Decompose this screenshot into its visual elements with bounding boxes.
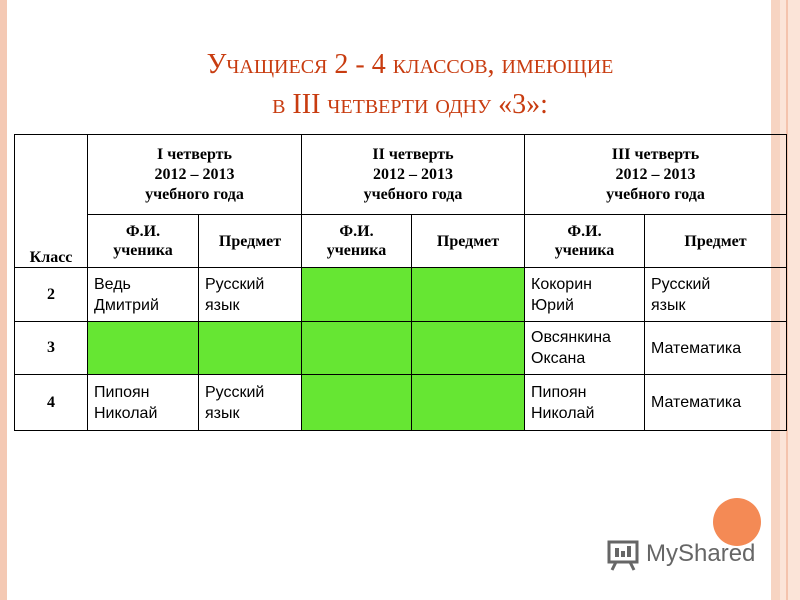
name-line: Ведь [94, 275, 131, 293]
name-line: Дмитрий [94, 296, 159, 314]
sub-name-l1: Ф.И. [125, 223, 161, 240]
subject: Математика [645, 322, 787, 375]
subject [199, 375, 302, 431]
table-row [15, 268, 787, 322]
empty-highlight-cell [199, 322, 302, 375]
subject-line: язык [651, 296, 686, 314]
empty-highlight-cell [302, 322, 412, 375]
table-row [15, 322, 787, 375]
subject-line: Русский [205, 383, 265, 401]
empty-highlight-cell [412, 322, 525, 375]
quarter-years: 2012 – 2013 [615, 165, 696, 183]
left-decor-stripe [0, 0, 7, 600]
subject-line: Русский [651, 275, 711, 293]
subject-line: язык [205, 296, 240, 314]
quarter-suffix: учебного года [145, 185, 244, 203]
student-name [88, 375, 199, 431]
q2-name-header [302, 215, 412, 268]
student-name [525, 268, 645, 322]
student-name [88, 268, 199, 322]
myshared-logo [606, 538, 766, 572]
name-line: Пипоян [531, 383, 587, 401]
name-line: Николай [531, 404, 595, 422]
sub-name-l1: Ф.И. [567, 223, 602, 240]
subject: Математика [645, 375, 787, 431]
name-line: Кокорин [531, 275, 592, 293]
quarter-name: I четверть [157, 145, 232, 163]
subject-line: язык [205, 404, 240, 422]
students-table [14, 134, 787, 431]
quarter-3-header [525, 135, 787, 215]
student-name [525, 375, 645, 431]
student-name [525, 322, 645, 375]
slide-title-line-2: в III четверти одну «3»: [272, 89, 548, 120]
sub-name-l2: ученика [326, 242, 387, 259]
subject [199, 268, 302, 322]
sub-name-l2: ученика [113, 242, 173, 259]
name-line: Оксана [531, 350, 586, 367]
table-row [15, 375, 787, 431]
empty-highlight-cell [302, 268, 412, 322]
q1-name-header [88, 215, 199, 268]
class-header: Класс [15, 135, 88, 268]
class-number: 2 [15, 268, 88, 322]
empty-highlight-cell [412, 268, 525, 322]
name-line: Николай [94, 404, 158, 422]
quarter-suffix: учебного года [363, 185, 463, 203]
quarter-1-header [88, 135, 302, 215]
empty-highlight-cell [302, 375, 412, 431]
presentation-board-icon [606, 538, 640, 572]
quarter-2-header [302, 135, 525, 215]
sub-name-l2: ученика [554, 242, 615, 259]
name-line: Юрий [531, 296, 574, 314]
q3-name-header [525, 215, 645, 268]
quarter-name: II четверть [372, 145, 454, 163]
quarter-years: 2012 – 2013 [154, 165, 235, 183]
class-number: 4 [15, 375, 88, 431]
name-line: Пипоян [94, 383, 150, 401]
slide-title-line-1: Учащиеся 2 - 4 классов, имеющие [206, 49, 614, 80]
subject-line: Русский [205, 275, 265, 293]
q1-subject-header: Предмет [199, 215, 302, 268]
logo-text: MyShared [646, 540, 756, 567]
class-number: 3 [15, 322, 88, 375]
quarter-suffix: учебного года [606, 185, 705, 203]
slide-title [60, 45, 760, 125]
quarter-years: 2012 – 2013 [373, 165, 453, 183]
empty-highlight-cell [412, 375, 525, 431]
empty-highlight-cell [88, 322, 199, 375]
q2-subject-header: Предмет [412, 215, 525, 268]
name-line: Овсянкина [531, 329, 611, 346]
quarter-name: III четверть [611, 145, 700, 163]
sub-name-l1: Ф.И. [339, 223, 374, 240]
q3-subject-header: Предмет [645, 215, 787, 268]
subject [645, 268, 787, 322]
